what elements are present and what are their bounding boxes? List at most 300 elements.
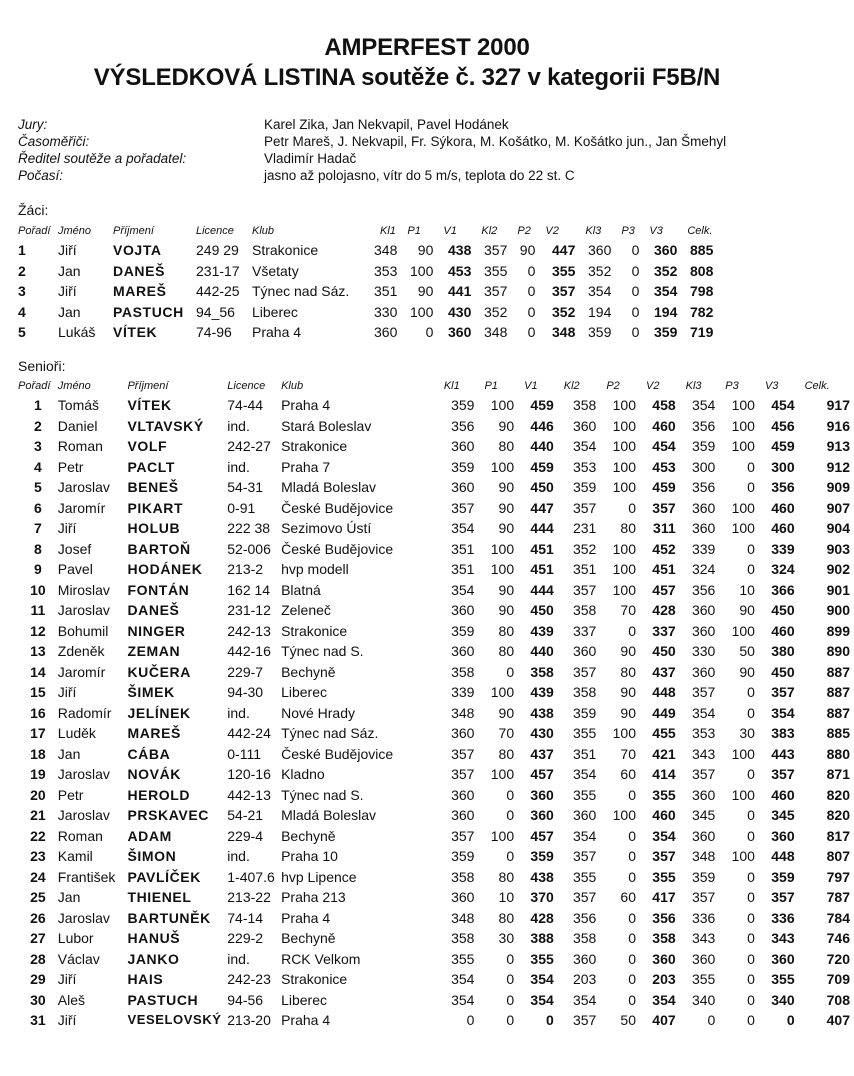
- cell-v1: 439: [530, 684, 554, 700]
- cell-licence: 442-24: [227, 725, 271, 741]
- cell-v2: 449: [652, 704, 676, 721]
- cell-total: 902: [826, 561, 850, 577]
- cell-v2: 417: [652, 889, 676, 905]
- cell-first-name: Jiří: [57, 971, 77, 987]
- cell-total: 719: [690, 324, 714, 340]
- cell-licence: 94_56: [196, 303, 235, 320]
- cell-v3: 343: [771, 930, 795, 946]
- cell-v1: 440: [530, 643, 554, 659]
- spacer: [426, 764, 438, 785]
- cell-kl1: 358: [451, 930, 475, 946]
- cell-p1: 0: [425, 324, 434, 340]
- cell-v3: 359: [771, 868, 795, 885]
- cell-kl1: 359: [451, 397, 475, 413]
- cell-total: 901: [826, 581, 850, 598]
- table-row: [18, 723, 854, 744]
- cell-p1: 100: [490, 684, 515, 700]
- cell-kl2: 354: [572, 827, 597, 844]
- cell-kl3: 356: [691, 479, 716, 495]
- cell-kl3: 355: [691, 971, 716, 987]
- cell-v3: 360: [771, 827, 795, 844]
- cell-p1: 90: [498, 581, 515, 598]
- cell-v2: 452: [652, 540, 676, 557]
- cell-v1: 451: [530, 540, 554, 557]
- cell-first-name: Jiří: [58, 283, 77, 299]
- cell-p1: 100: [490, 397, 515, 413]
- cell-rank: 28: [30, 950, 46, 967]
- results-table-zaci: [18, 222, 717, 343]
- cell-kl1: 354: [451, 520, 475, 536]
- column-header-v2: V2: [545, 225, 559, 237]
- cell-v2: 450: [652, 643, 676, 659]
- cell-kl1: 356: [451, 417, 475, 434]
- cell-v1: 355: [530, 950, 554, 967]
- spacer: [426, 662, 438, 683]
- cell-v3: 0: [786, 1012, 795, 1028]
- spacer: [426, 744, 438, 765]
- cell-surname: NINGER: [127, 622, 186, 639]
- cell-p2: 70: [620, 745, 636, 762]
- info-row-director: [18, 150, 726, 167]
- cell-surname: VESELOVSKÝ: [127, 1012, 222, 1027]
- cell-v3: 356: [771, 479, 795, 495]
- cell-club: RCK Velkom: [281, 950, 361, 967]
- cell-v3: 357: [771, 684, 795, 700]
- cell-kl3: 359: [691, 438, 716, 454]
- cell-p1: 0: [506, 807, 515, 823]
- cell-kl3: 330: [691, 643, 716, 659]
- cell-surname: DANEŠ: [127, 602, 180, 618]
- cell-kl3: 324: [691, 561, 716, 577]
- column-header-licence: Licence: [227, 380, 266, 392]
- cell-v2: 357: [652, 499, 676, 516]
- cell-surname: MAREŠ: [113, 283, 167, 299]
- column-header-p1: P1: [407, 225, 421, 237]
- cell-club: Kladno: [281, 766, 325, 782]
- cell-licence: 442-25: [196, 283, 240, 299]
- cell-v2: 358: [652, 930, 676, 946]
- cell-p1: 100: [410, 262, 434, 279]
- cell-club: Praha 4: [281, 397, 331, 413]
- cell-kl3: 357: [691, 766, 716, 782]
- cell-total: 807: [826, 848, 850, 864]
- cell-kl3: 354: [588, 283, 612, 299]
- cell-p2: 80: [620, 520, 636, 536]
- cell-p3: 100: [731, 397, 755, 413]
- cell-p1: 90: [498, 479, 515, 495]
- spacer: [426, 539, 438, 560]
- cell-rank: 11: [30, 602, 46, 618]
- cell-p3: 0: [631, 324, 640, 340]
- cell-v3: 354: [654, 283, 678, 299]
- table-row: [18, 744, 854, 765]
- cell-v2: 355: [652, 868, 676, 885]
- cell-kl1: 330: [374, 303, 398, 320]
- cell-surname: VÍTEK: [127, 397, 172, 413]
- spacer: [426, 498, 438, 519]
- cell-v2: 356: [652, 909, 676, 926]
- cell-v1: 354: [530, 971, 554, 987]
- table-row: [18, 641, 854, 662]
- spacer: [426, 969, 438, 990]
- cell-v1: 438: [448, 242, 472, 258]
- cell-v1: 438: [530, 704, 554, 721]
- cell-kl2: 358: [572, 930, 597, 946]
- cell-p2: 0: [628, 930, 636, 946]
- cell-kl1: 360: [451, 602, 475, 618]
- cell-v2: 352: [552, 303, 576, 320]
- column-header-licence: Licence: [196, 225, 234, 237]
- spacer: [426, 682, 438, 703]
- cell-surname: PASTUCH: [113, 303, 184, 320]
- cell-p2: 100: [612, 581, 636, 598]
- cell-kl2: 355: [572, 725, 597, 741]
- cell-first-name: Jan: [58, 262, 81, 279]
- cell-rank: 20: [30, 786, 46, 803]
- cell-kl1: 348: [451, 909, 475, 926]
- cell-club: Mladá Boleslav: [281, 807, 377, 823]
- cell-licence: 162 14: [227, 581, 271, 598]
- cell-p3: 90: [739, 602, 755, 618]
- cell-v1: 453: [448, 262, 472, 279]
- cell-club: Praha 10: [281, 848, 338, 864]
- cell-total: 912: [826, 458, 850, 475]
- cell-licence: 231-12: [227, 602, 271, 618]
- cell-rank: 7: [33, 520, 42, 536]
- cell-kl1: 354: [451, 971, 475, 987]
- cell-licence: 94-30: [227, 684, 264, 700]
- cell-v1: 360: [448, 324, 472, 340]
- table-row: [18, 416, 854, 437]
- cell-p2: 100: [612, 438, 636, 454]
- cell-rank: 30: [30, 991, 46, 1008]
- cell-kl1: 360: [451, 479, 475, 495]
- cell-total: 746: [826, 930, 850, 946]
- cell-rank: 4: [18, 303, 26, 320]
- cell-kl3: 348: [691, 848, 716, 864]
- page-title: AMPERFEST 2000: [324, 34, 530, 61]
- cell-surname: PACLT: [127, 458, 176, 475]
- cell-p3: 100: [731, 520, 755, 536]
- spacer: [426, 477, 438, 498]
- cell-v2: 428: [652, 602, 676, 618]
- cell-total: 820: [826, 786, 850, 803]
- cell-p1: 0: [506, 991, 515, 1008]
- cell-first-name: Lubor: [57, 930, 94, 946]
- cell-kl1: 339: [451, 684, 475, 700]
- cell-club: Bechyně: [281, 663, 336, 680]
- column-header-first-name: Jméno: [57, 380, 91, 392]
- spacer: [426, 621, 438, 642]
- cell-v1: 370: [530, 889, 554, 905]
- cell-kl1: 359: [451, 622, 475, 639]
- cell-v3: 357: [771, 766, 795, 782]
- cell-p3: 0: [747, 704, 755, 721]
- column-header-p1: P1: [484, 380, 498, 392]
- cell-surname: HEROLD: [127, 786, 191, 803]
- cell-kl2: 357: [572, 499, 597, 516]
- cell-club: Praha 213: [281, 889, 346, 905]
- column-header-surname: Příjmení: [127, 380, 169, 392]
- cell-licence: 229-2: [227, 930, 264, 946]
- cell-surname: BARTUNĚK: [127, 909, 211, 926]
- table-row: [18, 322, 717, 343]
- cell-rank: 5: [33, 479, 42, 495]
- cell-total: 720: [826, 950, 850, 967]
- cell-v3: 354: [771, 704, 795, 721]
- cell-v3: 450: [771, 602, 795, 618]
- cell-p2: 70: [620, 602, 636, 618]
- spacer: [426, 785, 438, 806]
- cell-total: 784: [826, 909, 850, 926]
- column-header-total: Celk.: [687, 225, 713, 237]
- cell-total: 782: [690, 303, 714, 320]
- cell-kl3: 360: [691, 622, 716, 639]
- cell-kl2: 359: [572, 479, 597, 495]
- spacer: [426, 908, 438, 929]
- cell-p1: 30: [498, 930, 515, 946]
- cell-p1: 70: [498, 725, 515, 741]
- cell-rank: 10: [30, 581, 46, 598]
- cell-club: Praha 4: [281, 1012, 331, 1028]
- cell-p2: 60: [620, 889, 636, 905]
- cell-surname: BENEŠ: [127, 479, 179, 495]
- cell-v1: 444: [530, 520, 554, 536]
- cell-first-name: Jiří: [58, 242, 77, 258]
- cell-club: Liberec: [281, 684, 327, 700]
- cell-licence: 229-7: [227, 663, 264, 680]
- cell-total: 916: [826, 417, 850, 434]
- cell-p1: 100: [490, 561, 515, 577]
- cell-rank: 29: [30, 971, 46, 987]
- cell-licence: 231-17: [196, 262, 240, 279]
- cell-surname: DANEŠ: [113, 262, 166, 279]
- cell-p1: 0: [506, 663, 515, 680]
- cell-p3: 0: [747, 766, 755, 782]
- cell-v1: 437: [530, 745, 554, 762]
- cell-surname: VOJTA: [113, 242, 162, 258]
- cell-kl2: 355: [572, 868, 597, 885]
- cell-club: České Budějovice: [281, 745, 394, 762]
- cell-kl1: 0: [466, 1012, 475, 1028]
- cell-p3: 0: [747, 827, 755, 844]
- cell-club: Praha 4: [252, 324, 302, 340]
- table-row: [18, 846, 854, 867]
- cell-p3: 90: [739, 663, 755, 680]
- cell-v2: 355: [552, 262, 576, 279]
- cell-total: 709: [826, 971, 850, 987]
- cell-p1: 0: [506, 971, 515, 987]
- cell-total: 887: [826, 704, 850, 721]
- cell-v1: 440: [530, 438, 554, 454]
- cell-first-name: Kamil: [57, 848, 93, 864]
- cell-licence: 249 29: [196, 242, 239, 258]
- cell-p3: 0: [747, 991, 755, 1008]
- cell-v2: 460: [652, 807, 676, 823]
- cell-v2: 414: [652, 766, 676, 782]
- cell-p2: 60: [620, 766, 636, 782]
- cell-licence: 442-13: [227, 786, 271, 803]
- cell-kl3: 354: [691, 704, 716, 721]
- cell-licence: 0-91: [227, 499, 256, 516]
- cell-kl2: 351: [572, 561, 597, 577]
- cell-rank: 1: [33, 397, 42, 413]
- cell-total: 900: [826, 602, 850, 618]
- cell-kl3: 360: [588, 242, 612, 258]
- cell-first-name: Josef: [57, 540, 92, 557]
- cell-v2: 460: [652, 417, 676, 434]
- info-value: jasno až polojasno, vítr do 5 m/s, teplota do 22 st. C: [264, 168, 575, 183]
- cell-kl1: 358: [451, 868, 475, 885]
- cell-v3: 359: [654, 324, 678, 340]
- table-row: [18, 621, 854, 642]
- cell-p3: 0: [747, 561, 755, 577]
- cell-p1: 80: [498, 438, 515, 454]
- table-row: [18, 395, 854, 416]
- cell-rank: 8: [33, 540, 42, 557]
- cell-surname: HOLUB: [127, 520, 181, 536]
- cell-club: Strakonice: [281, 438, 348, 454]
- cell-surname: PAVLÍČEK: [127, 868, 201, 885]
- cell-kl3: 357: [691, 684, 716, 700]
- cell-v3: 355: [771, 971, 795, 987]
- cell-p2: 0: [628, 991, 636, 1008]
- cell-v2: 447: [552, 242, 576, 258]
- cell-kl1: 354: [451, 581, 475, 598]
- cell-kl1: 360: [451, 786, 475, 803]
- cell-kl2: 357: [484, 283, 508, 299]
- cell-v3: 360: [654, 242, 678, 258]
- cell-surname: JELÍNEK: [127, 704, 191, 721]
- cell-p1: 100: [410, 303, 434, 320]
- cell-p3: 100: [731, 745, 755, 762]
- cell-rank: 14: [30, 663, 46, 680]
- table-row: [18, 261, 717, 282]
- cell-v1: 441: [448, 283, 472, 299]
- info-row-jury: [18, 116, 726, 133]
- cell-p2: 90: [620, 643, 636, 659]
- cell-kl3: 360: [691, 786, 716, 803]
- cell-kl3: 343: [691, 745, 716, 762]
- cell-club: Strakonice: [281, 622, 348, 639]
- cell-kl3: 194: [588, 303, 612, 320]
- cell-v2: 360: [652, 950, 676, 967]
- cell-p2: 0: [527, 283, 536, 299]
- cell-p3: 0: [747, 930, 755, 946]
- cell-kl2: 360: [572, 807, 597, 823]
- table-row: [18, 302, 717, 323]
- cell-rank: 6: [33, 499, 42, 516]
- cell-p3: 100: [731, 438, 755, 454]
- cell-kl2: 355: [572, 786, 597, 803]
- table-row: [18, 928, 854, 949]
- cell-v3: 366: [771, 581, 795, 598]
- cell-total: 880: [826, 745, 850, 762]
- cell-rank: 1: [18, 242, 26, 258]
- spacer: [426, 723, 438, 744]
- cell-first-name: Jiří: [57, 1012, 77, 1028]
- cell-p1: 80: [498, 622, 515, 639]
- cell-kl2: 360: [572, 643, 597, 659]
- cell-v2: 311: [653, 520, 676, 536]
- cell-kl1: 353: [374, 262, 398, 279]
- cell-kl1: 354: [451, 991, 475, 1008]
- cell-licence: 213-2: [227, 561, 264, 577]
- cell-club: Liberec: [281, 991, 327, 1008]
- cell-kl3: 360: [691, 827, 716, 844]
- cell-p3: 0: [747, 458, 755, 475]
- info-row-weather: [18, 167, 726, 184]
- cell-v2: 451: [652, 561, 676, 577]
- cell-licence: 54-21: [227, 807, 264, 823]
- column-header-club: Klub: [281, 380, 304, 392]
- cell-club: Blatná: [281, 581, 321, 598]
- cell-kl3: 0: [707, 1012, 716, 1028]
- cell-total: 887: [826, 663, 850, 680]
- cell-surname: ŠIMON: [127, 848, 177, 864]
- cell-kl1: 351: [451, 540, 475, 557]
- column-header-kl1: Kl1: [380, 225, 396, 237]
- cell-first-name: Tomáš: [57, 397, 100, 413]
- cell-p3: 100: [731, 499, 755, 516]
- cell-p2: 0: [628, 848, 636, 864]
- cell-first-name: Jiří: [57, 684, 77, 700]
- cell-kl1: 360: [451, 807, 475, 823]
- cell-kl3: 359: [588, 324, 612, 340]
- cell-v2: 203: [652, 971, 676, 987]
- cell-kl3: 360: [691, 950, 716, 967]
- cell-p3: 0: [631, 242, 640, 258]
- cell-v3: 454: [771, 397, 795, 413]
- cell-v1: 451: [530, 561, 554, 577]
- cell-first-name: Jaroslav: [57, 807, 110, 823]
- cell-p1: 90: [498, 499, 515, 516]
- cell-p2: 0: [628, 868, 636, 885]
- cell-surname: VLTAVSKÝ: [127, 417, 204, 434]
- cell-kl2: 352: [572, 540, 597, 557]
- cell-kl3: 360: [691, 499, 716, 516]
- cell-v3: 352: [654, 262, 678, 279]
- column-header-v2: V2: [645, 380, 660, 392]
- cell-p2: 0: [628, 909, 636, 926]
- cell-first-name: Jaromír: [57, 499, 106, 516]
- cell-surname: CÁBA: [127, 745, 171, 762]
- cell-v1: 459: [530, 397, 554, 413]
- cell-p2: 100: [612, 417, 636, 434]
- cell-v2: 337: [652, 622, 676, 639]
- table-row: [18, 457, 854, 478]
- cell-p2: 0: [628, 499, 636, 516]
- cell-p3: 0: [631, 303, 640, 320]
- cell-p2: 100: [612, 479, 636, 495]
- competition-info: [18, 116, 726, 184]
- cell-total: 917: [826, 397, 850, 413]
- cell-kl2: 359: [572, 704, 597, 721]
- cell-v1: 446: [530, 417, 554, 434]
- cell-rank: 26: [30, 909, 46, 926]
- cell-rank: 15: [30, 684, 46, 700]
- cell-v2: 357: [652, 848, 676, 864]
- spacer: [426, 395, 438, 416]
- cell-kl3: 356: [691, 581, 716, 598]
- cell-kl3: 336: [691, 909, 716, 926]
- spacer: [426, 928, 438, 949]
- cell-rank: 12: [30, 622, 46, 639]
- cell-kl3: 353: [691, 725, 716, 741]
- cell-surname: PASTUCH: [127, 991, 199, 1008]
- cell-rank: 2: [33, 417, 42, 434]
- cell-v2: 459: [652, 479, 676, 495]
